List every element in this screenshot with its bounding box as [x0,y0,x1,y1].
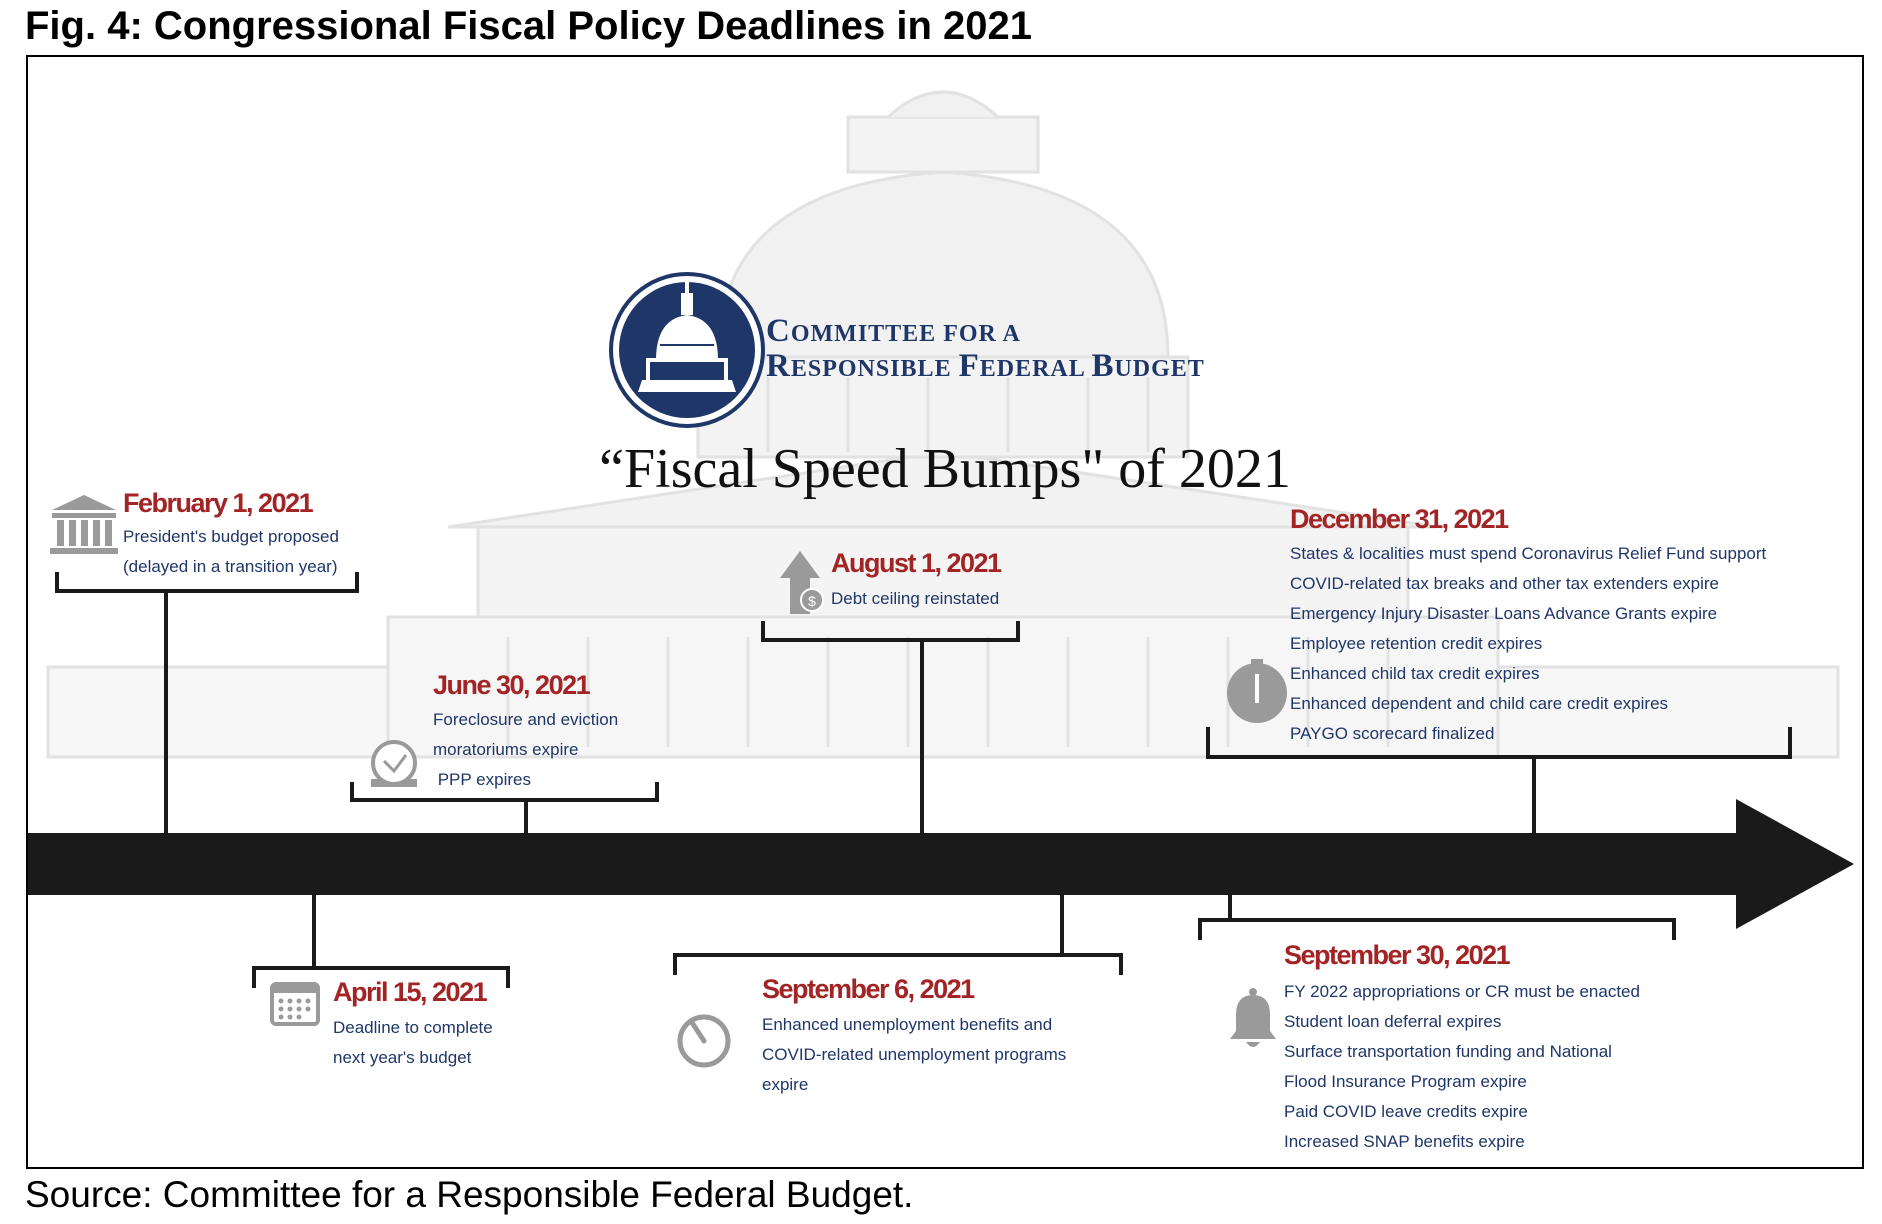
event-date-jun30: June 30, 2021 [433,670,590,700]
bracket-apr15 [254,895,508,988]
logo-title-line1 [766,313,1021,350]
logo-text: OMMITTEE FOR A [790,321,1021,347]
bracket-sep6 [675,895,1121,975]
source-note: Source: Committee for a Responsible Federal Budget. [25,1174,914,1215]
timeline-bar [28,833,1738,895]
event-line: Enhanced unemployment benefits and [762,1015,1053,1034]
figure-title: Fig. 4: Congressional Fiscal Policy Deadlines in 2021 [25,4,1033,48]
event-line: PPP expires [433,770,531,789]
calendar-icon [272,984,318,1024]
event-line: Enhanced child tax credit expires [1290,664,1540,683]
event-line: Flood Insurance Program expire [1284,1072,1527,1091]
event-desc-dec31 [1290,539,1766,749]
event-desc-jun30 [433,705,618,795]
logo-cap: F [958,348,980,384]
event-desc-sep6 [762,1010,1066,1100]
timeline-arrowhead [1736,799,1854,929]
event-line: moratoriums expire [433,740,579,759]
event-line: Deadline to complete [333,1018,493,1037]
logo-cap: R [766,348,791,384]
logo-text: EDERAL [979,356,1092,382]
event-line: (delayed in a transition year) [123,557,338,576]
timer-icon [680,1017,728,1065]
bracket-sep30 [1200,895,1674,940]
event-desc-feb1 [123,522,339,582]
event-desc-apr15 [333,1013,493,1073]
event-date-feb1: February 1, 2021 [123,488,313,518]
main-title: “Fiscal Speed Bumps" of 2021 [599,438,1291,500]
event-line: Foreclosure and eviction [433,710,619,729]
event-line: COVID-related unemployment programs [762,1045,1067,1064]
logo-text: ESPONSIBLE [790,356,959,382]
event-line: next year's budget [333,1048,472,1067]
event-line: Debt ceiling reinstated [831,589,1000,608]
event-line: Increased SNAP benefits expire [1284,1132,1525,1151]
event-line: COVID-related tax breaks and other tax extenders expire [1290,574,1719,593]
event-line: States & localities must spend Coronavirus Relief Fund support [1290,544,1767,563]
event-date-sep6: September 6, 2021 [762,974,974,1004]
event-date-apr15: April 15, 2021 [333,977,487,1007]
event-date-sep30: September 30, 2021 [1284,940,1510,970]
svg-text:$: $ [808,593,816,609]
event-line: Employee retention credit expires [1290,634,1543,653]
event-line: expire [762,1075,809,1094]
event-desc-aug1 [831,584,999,614]
bell-icon [1230,988,1276,1047]
event-line: PAYGO scorecard finalized [1290,724,1495,743]
clock-icon [371,742,417,787]
logo-seal-icon [611,274,763,426]
event-desc-sep30 [1284,977,1640,1157]
event-line: Emergency Injury Disaster Loans Advance Grants expire [1290,604,1718,623]
event-line: Student loan deferral expires [1284,1012,1502,1031]
event-line: President's budget proposed [123,527,339,546]
logo-cap: B [1091,348,1115,384]
bank-icon [50,495,118,554]
logo-text: UDGET [1114,356,1205,382]
event-date-aug1: August 1, 2021 [831,548,1001,578]
logo-title-line2 [766,348,1205,385]
event-line: Surface transportation funding and National [1284,1042,1612,1061]
infographic-frame [26,55,1864,1169]
event-line: Paid COVID leave credits expire [1284,1102,1528,1121]
event-date-dec31: December 31, 2021 [1290,504,1508,534]
logo-cap: C [766,313,791,349]
event-line: FY 2022 appropriations or CR must be enacted [1284,982,1640,1001]
event-line: Enhanced dependent and child care credit expires [1290,694,1669,713]
